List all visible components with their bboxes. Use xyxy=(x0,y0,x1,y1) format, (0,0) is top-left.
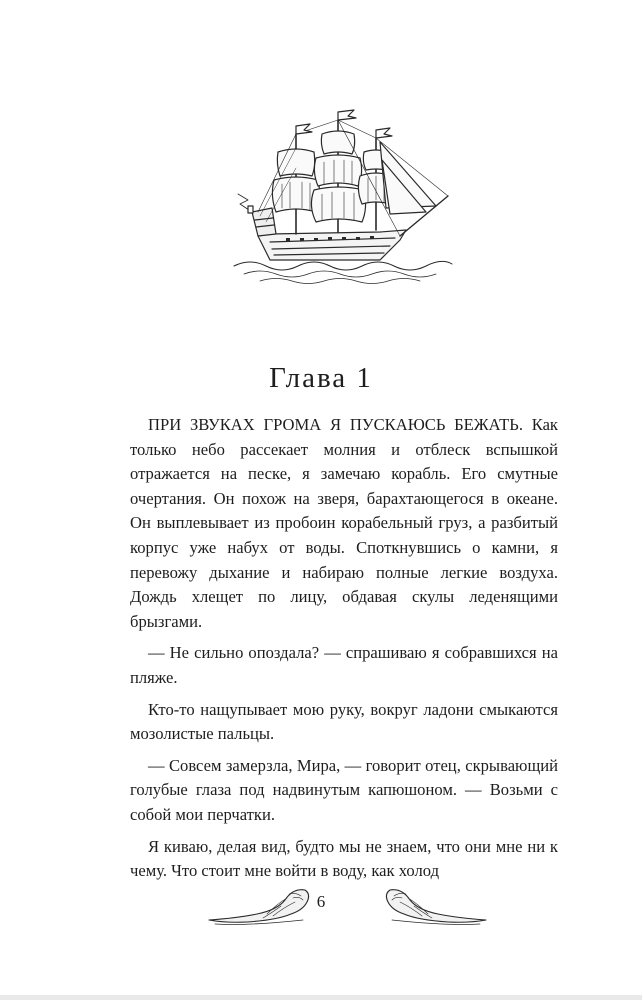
page-number: 6 xyxy=(316,892,326,911)
sailing-ship-icon xyxy=(230,108,456,286)
body-text xyxy=(130,413,558,884)
paragraph-2: — Не сильно опоздала? — спрашиваю я собравшихся на пляже. xyxy=(130,643,558,687)
paragraph-3: Кто-то нащупывает мою руку, вокруг ладони смыкаются мозолистые пальцы. xyxy=(130,699,558,744)
chapter-title: Глава 1 xyxy=(269,362,373,394)
paragraph-4: — Совсем замерзла, Мира, — говорит отец, скрывающий голубые глаза под надвинутым капюшоном. — Возьми с собой мои перчатки. xyxy=(130,755,558,824)
page-footer xyxy=(0,880,642,930)
paragraph-5: Я киваю, делая вид, будто мы не знаем, что они мне ни к чему. Что стоит мне войти в воду, как холод xyxy=(130,836,558,881)
wave-right-icon xyxy=(384,880,488,928)
bottom-edge xyxy=(0,995,642,1000)
paragraph-1: ПРИ ЗВУКАХ ГРОМА Я ПУСКАЮСЬ БЕЖАТЬ. Как только небо рассекает молния и отблеск вспышкой отражается на песке, я замечаю корабль. Его смутные очертания. Он похож на зверя, барахтающегося в океане. Он выплевывает из пробоин корабельный груз, а разбитый корпус уже набух от воды. Споткнувшись о камни, я перевожу дыхание и набираю полные легкие воздуха. Дождь хлещет по лицу, обдавая скулы леденящими брызгами. xyxy=(130,415,558,631)
